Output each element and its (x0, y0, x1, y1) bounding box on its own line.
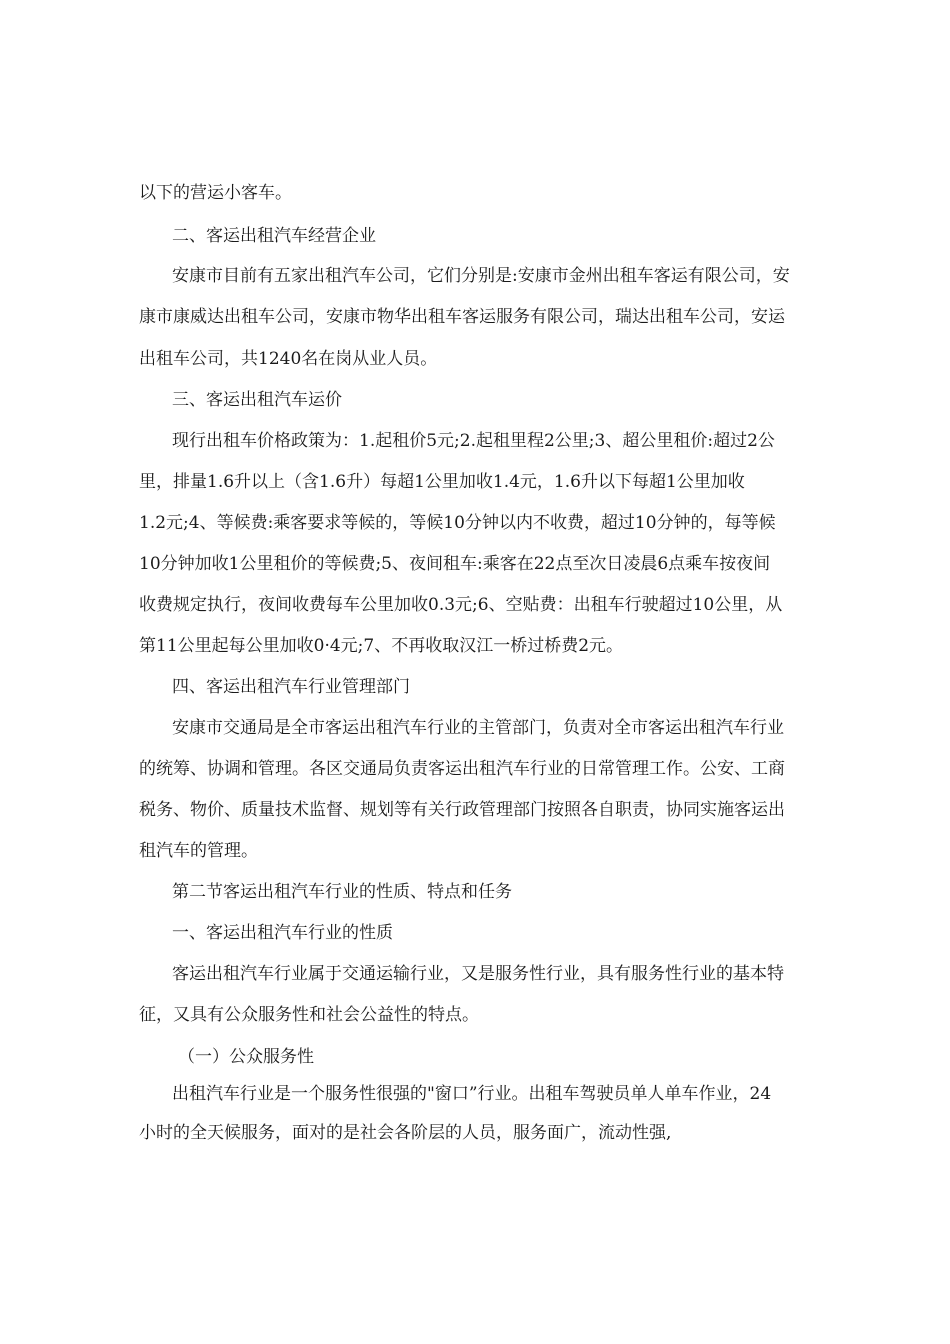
paragraph-line: 出租汽车行业是一个服务性很强的"窗口”行业。出租车驾驶员单人单车作业，24 (172, 1084, 772, 1104)
paragraph-line: 安康市交通局是全市客运出租汽车行业的主管部门，负责对全市客运出租汽车行业 (172, 718, 784, 738)
paragraph-line: 的统筹、协调和管理。各区交通局负责客运出租汽车行业的日常管理工作。公安、工商 (139, 759, 785, 779)
section-heading: （一）公众服务性 (178, 1047, 314, 1067)
paragraph-line: 客运出租汽车行业属于交通运输行业，又是服务性行业，具有服务性行业的基本特 (172, 964, 784, 984)
section-heading: 三、客运出租汽车运价 (172, 390, 342, 410)
paragraph-line: 税务、物价、质量技术监督、规划等有关行政管理部门按照各自职责，协同实施客运出 (139, 800, 785, 820)
section-heading: 二、客运出租汽车经营企业 (172, 226, 376, 246)
paragraph-line: 出租车公司，共1240名在岗从业人员。 (139, 349, 438, 369)
paragraph-line: 里，排量1.6升以上（含1.6升）每超1公里加收1.4元，1.6升以下每超1公里加收 (139, 472, 745, 492)
paragraph-line: 现行出租车价格政策为：1.起租价5元;2.起租里程2公里;3、超公里租价:超过2公 (172, 431, 775, 451)
paragraph-line: 10分钟加收1公里租价的等候费;5、夜间租车:乘客在22点至次日凌晨6点乘车按夜间 (139, 554, 771, 574)
section-heading: 一、客运出租汽车行业的性质 (172, 923, 393, 943)
section-heading: 第二节客运出租汽车行业的性质、特点和任务 (172, 882, 512, 902)
paragraph-line: 1.2元;4、等候费:乘客要求等候的，等候10分钟以内不收费，超过10分钟的，每等候 (139, 513, 776, 533)
paragraph-line: 以下的营运小客车。 (139, 183, 292, 203)
paragraph-line: 第11公里起每公里加收0·4元;7、不再收取汉江一桥过桥费2元。 (139, 636, 624, 656)
section-heading: 四、客运出租汽车行业管理部门 (172, 677, 410, 697)
paragraph-line: 租汽车的管理。 (139, 841, 258, 861)
paragraph-line: 小时的全天候服务，面对的是社会各阶层的人员，服务面广，流动性强, (139, 1123, 672, 1143)
paragraph-line: 征，又具有公众服务性和社会公益性的特点。 (139, 1005, 479, 1025)
paragraph-line: 康市康威达出租车公司，安康市物华出租车客运服务有限公司，瑞达出租车公司，安运 (139, 307, 785, 327)
paragraph-line: 安康市目前有五家出租汽车公司，它们分别是:安康市金州出租车客运有限公司，安 (172, 266, 790, 286)
paragraph-line: 收费规定执行，夜间收费每车公里加收0.3元;6、空贴费：出租车行驶超过10公里，从 (139, 595, 783, 615)
